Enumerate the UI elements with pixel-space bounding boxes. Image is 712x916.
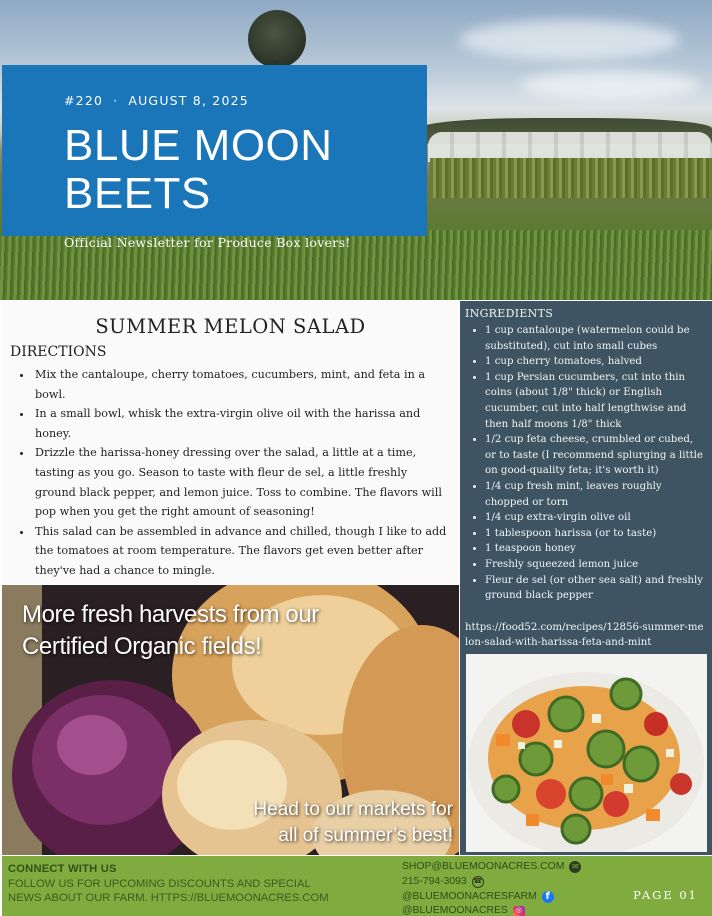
- ingredients-list: [485, 323, 706, 604]
- promo-headline: [22, 599, 319, 663]
- page-number: PAGE 01: [633, 888, 698, 902]
- cloud: [460, 20, 680, 60]
- ingredient-item: • 1/4 cup fresh mint, leaves roughly chopped or torn: [485, 479, 706, 510]
- ingredients-panel: [460, 301, 712, 855]
- phone-icon: ☎: [472, 876, 484, 888]
- email-text[interactable]: SHOP@BLUEMOONACRES.COM: [402, 861, 565, 872]
- salad-illustration: [466, 654, 707, 852]
- contact-email[interactable]: [402, 860, 581, 875]
- issue-number: #220: [64, 93, 104, 108]
- cloud: [520, 70, 700, 100]
- ingredient-item: • 1 tablespoon harissa (or to taste): [485, 526, 706, 542]
- promo-cta-line: Head to our markets for: [253, 799, 453, 820]
- ingredients-heading: INGREDIENTS: [465, 307, 554, 320]
- connect-text: FOLLOW US FOR UPCOMING DISCOUNTS AND SPECIAL: [8, 877, 311, 890]
- instagram-icon[interactable]: ◎: [513, 906, 525, 916]
- ingredient-item: • 1 teaspoon honey: [485, 541, 706, 557]
- recipe-directions: [2, 301, 459, 584]
- onion-promo: [2, 585, 459, 855]
- email-icon: ✉: [569, 861, 581, 873]
- issue-meta: [64, 93, 427, 108]
- issue-date: AUGUST 8, 2025: [128, 93, 249, 108]
- direction-step: • This salad can be assembled in advance and chilled, though I like to add the tomatoes at room temperature. The flavors get even better after they've had a chance to mingle.: [33, 522, 451, 581]
- connect-section: [8, 862, 329, 906]
- contact-instagram[interactable]: [402, 904, 581, 916]
- connect-heading: CONNECT WITH US: [8, 863, 117, 875]
- ingredient-item: • Freshly squeezed lemon juice: [485, 557, 706, 573]
- direction-step: • In a small bowl, whisk the extra-virgin olive oil with the harissa and honey.: [33, 404, 451, 443]
- promo-cta: [253, 797, 453, 849]
- promo-headline-line: More fresh harvests from our: [22, 601, 319, 628]
- hero-farm-photo: [0, 0, 712, 300]
- instagram-handle[interactable]: @BLUEMOONACRES: [402, 905, 508, 916]
- facebook-icon[interactable]: f: [542, 891, 554, 903]
- direction-step: • Drizzle the harissa-honey dressing over the salad, a little at a time, tasting as you go. Season to taste with fleur de sel, a little freshly ground black pepper, and lemon juice. Toss to combine. The flavors will pop when you get the right amount of seasoning!: [33, 443, 451, 521]
- contact-phone[interactable]: [402, 875, 581, 890]
- newsletter-subtitle: Official Newsletter for Produce Box lovers!: [64, 234, 351, 250]
- direction-step: • Mix the cantaloupe, cherry tomatoes, cucumbers, mint, and feta in a bowl.: [33, 365, 451, 404]
- directions-list: [33, 365, 451, 581]
- facebook-handle[interactable]: @BLUEMOONACRESFARM: [402, 890, 537, 902]
- meta-separator: ·: [113, 93, 119, 108]
- newsletter-title: BLUE MOON BEETS: [64, 121, 333, 219]
- masthead-banner: [2, 65, 427, 250]
- ingredient-item: • 1/4 cup extra-virgin olive oil: [485, 510, 706, 526]
- contact-facebook[interactable]: [402, 890, 581, 905]
- contact-list: [402, 860, 581, 916]
- ingredient-item: • 1 cup cantaloupe (watermelon could be substituted), cut into small cubes: [485, 323, 706, 354]
- directions-heading: DIRECTIONS: [10, 344, 107, 360]
- promo-headline-line: Certified Organic fields!: [22, 633, 262, 660]
- footer: [2, 856, 712, 916]
- crop-rows: [430, 158, 712, 198]
- ingredient-item: • 1 cup Persian cucumbers, cut into thin coins (about 1/8" thick) or English cucumber, cut into half lengthwise and then half moons 1/8" thick: [485, 370, 706, 432]
- recipe-title: SUMMER MELON SALAD: [95, 315, 366, 338]
- phone-text[interactable]: 215-794-3093: [402, 875, 467, 887]
- ingredient-item: • 1/2 cup feta cheese, crumbled or cubed, or to taste (I recommend splurging a little on good-quality feta; it's worth it): [485, 432, 706, 479]
- salad-photo: [466, 654, 707, 852]
- promo-cta-line: all of summer’s best!: [278, 825, 453, 846]
- ingredient-item: • 1 cup cherry tomatoes, halved: [485, 354, 706, 370]
- recipe-source-link[interactable]: https://food52.com/recipes/12856-summer-melon-salad-with-harissa-feta-and-mint: [465, 621, 704, 649]
- ingredient-item: • Fleur de sel (or other sea salt) and freshly ground black pepper: [485, 573, 706, 604]
- connect-text[interactable]: NEWS ABOUT OUR FARM. HTTPS://BLUEMOONACRES.COM: [8, 892, 329, 905]
